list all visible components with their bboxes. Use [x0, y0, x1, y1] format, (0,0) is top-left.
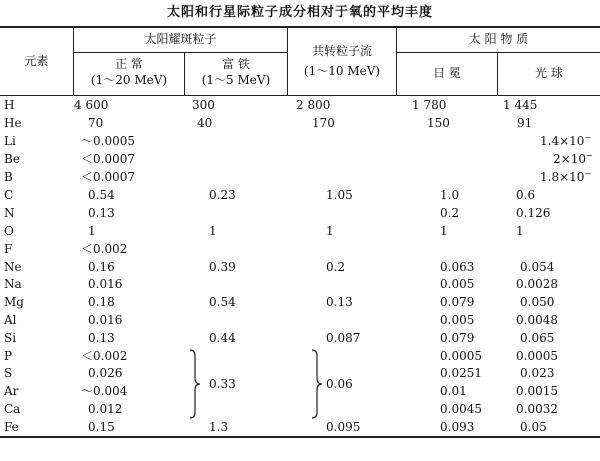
- normal-value: 0.54: [88, 188, 115, 202]
- photosphere-value: 1.8×10−: [540, 169, 592, 184]
- fe-rich-value: 0.54: [209, 295, 236, 309]
- photosphere-exponent: −: [584, 133, 592, 142]
- header-corotating-label: 共转粒子流: [311, 44, 372, 58]
- element-symbol: Be: [4, 152, 20, 166]
- normal-value: 0.13: [88, 331, 115, 345]
- corona-value: 0.063: [440, 260, 475, 274]
- element-symbol: P: [4, 349, 13, 363]
- element-symbol: Si: [4, 331, 17, 345]
- photosphere-value: 0.065: [520, 331, 555, 345]
- fe-rich-value: 0.23: [209, 188, 236, 202]
- corotating-value: 0.087: [326, 331, 361, 345]
- corona-value: 0.093: [440, 420, 475, 434]
- photosphere-value: 1.4×10−: [540, 133, 592, 148]
- normal-value: 0.13: [88, 206, 115, 220]
- corotating-value: 0.13: [326, 295, 353, 309]
- photosphere-exponent: −: [585, 151, 593, 160]
- photosphere-value: 1: [516, 224, 524, 238]
- header-fe-rich-label: 富 铁: [222, 57, 250, 71]
- fe-rich-value: 0.39: [209, 260, 236, 274]
- photosphere-value: 0.0028: [516, 277, 558, 291]
- sub-rule-solar: [396, 52, 600, 53]
- element-symbol: N: [4, 206, 15, 220]
- normal-value: ＜0.002: [81, 349, 128, 363]
- header-rule: [0, 95, 600, 96]
- normal-value: 70: [88, 116, 104, 130]
- table-caption: 太阳和行星际粒子成分相对于氧的平均丰度: [166, 5, 433, 20]
- normal-value: ＜0.002: [81, 242, 128, 256]
- photosphere-value: 0.054: [520, 260, 555, 274]
- photosphere-value: 1 445: [503, 98, 538, 112]
- element-symbol: F: [4, 242, 13, 256]
- photosphere-value: 0.023: [520, 366, 555, 380]
- fe-rich-value: 300: [192, 98, 215, 112]
- header-corotating-range: (1～10 MeV): [303, 64, 381, 78]
- normal-value: 0.012: [88, 402, 123, 416]
- corotating-value: 170: [312, 116, 335, 130]
- normal-value: 0.016: [88, 313, 123, 327]
- corona-value: 0.0251: [440, 366, 482, 380]
- element-symbol: Ca: [4, 402, 21, 416]
- brace-fe-rich: [186, 348, 202, 420]
- photosphere-value: 0.0005: [516, 349, 558, 363]
- element-symbol: Li: [4, 134, 16, 148]
- fe-rich-group-value: 0.33: [209, 377, 236, 391]
- photosphere-value: 0.05: [520, 420, 547, 434]
- corotating-value: 1.05: [326, 188, 353, 202]
- bottom-rule: [0, 436, 600, 438]
- fe-rich-value: 1.3: [209, 420, 229, 434]
- fe-rich-value: 1: [209, 224, 217, 238]
- corona-value: 0.079: [440, 295, 475, 309]
- corona-value: 0.0005: [440, 349, 482, 363]
- photosphere-value: 0.6: [516, 188, 536, 202]
- element-symbol: S: [4, 366, 13, 380]
- element-symbol: Na: [4, 277, 22, 291]
- photosphere-value: 0.050: [520, 295, 555, 309]
- corona-value: 0.079: [440, 331, 475, 345]
- normal-value: ＜0.0007: [81, 152, 135, 166]
- normal-value: 0.16: [88, 260, 115, 274]
- normal-value: 0.15: [88, 420, 115, 434]
- normal-value: ～0.0005: [81, 134, 135, 148]
- corona-value: 1.0: [440, 188, 460, 202]
- photosphere-value: 0.0048: [516, 313, 558, 327]
- corona-value: 0.005: [440, 313, 475, 327]
- header-solar-flare: 太阳耀斑粒子: [144, 32, 217, 46]
- header-photosphere: 光 球: [535, 66, 563, 80]
- corona-value: 0.005: [440, 277, 475, 291]
- photosphere-value: 0.126: [516, 206, 551, 220]
- header-fe-rich-range: (1～5 MeV): [201, 73, 271, 87]
- normal-value: 0.18: [88, 295, 115, 309]
- fe-rich-value: 0.44: [209, 331, 236, 345]
- normal-value: 4 600: [74, 98, 109, 112]
- element-symbol: Fe: [4, 420, 19, 434]
- sub-rule-flare: [74, 52, 287, 53]
- corona-value: 0.2: [440, 206, 460, 220]
- header-element: 元素: [24, 54, 49, 68]
- photosphere-value: 91: [517, 116, 533, 130]
- corona-value: 1: [440, 224, 448, 238]
- fe-rich-value: 40: [197, 116, 213, 130]
- corotating-value: 1: [326, 224, 334, 238]
- element-symbol: Ne: [4, 260, 22, 274]
- normal-value: 0.026: [88, 366, 123, 380]
- header-corona: 日 冕: [433, 66, 461, 80]
- normal-value: 1: [88, 224, 96, 238]
- header-normal-range: (1～20 MeV): [90, 73, 168, 87]
- element-symbol: Mg: [4, 295, 24, 309]
- corotating-group-value: 0.06: [326, 377, 353, 391]
- element-symbol: Al: [4, 313, 17, 327]
- brace-corotating: [308, 348, 324, 420]
- element-symbol: Ar: [4, 384, 19, 398]
- photosphere-value: 0.0015: [516, 384, 558, 398]
- corotating-value: 2 800: [296, 98, 331, 112]
- normal-value: ＜0.0007: [81, 170, 135, 184]
- corotating-value: 0.2: [326, 260, 346, 274]
- element-symbol: O: [4, 224, 14, 238]
- normal-value: ～0.004: [81, 384, 128, 398]
- element-symbol: B: [4, 170, 13, 184]
- element-symbol: He: [4, 116, 22, 130]
- photosphere-value: 0.0032: [516, 402, 558, 416]
- corona-value: 0.0045: [440, 402, 482, 416]
- photosphere-exponent: −: [584, 169, 592, 178]
- element-symbol: C: [4, 188, 14, 202]
- normal-value: 0.016: [88, 277, 123, 291]
- corotating-value: 0.095: [326, 420, 361, 434]
- col-divider-3: [287, 28, 288, 95]
- corona-value: 0.01: [440, 384, 467, 398]
- element-symbol: H: [4, 98, 15, 112]
- header-solar-matter: 太 阳 物 质: [468, 32, 529, 46]
- header-normal-label: 正 常: [115, 57, 143, 71]
- corona-value: 150: [427, 116, 450, 130]
- photosphere-value: 2×10−: [553, 151, 593, 166]
- top-rule: [0, 26, 600, 28]
- corona-value: 1 780: [412, 98, 447, 112]
